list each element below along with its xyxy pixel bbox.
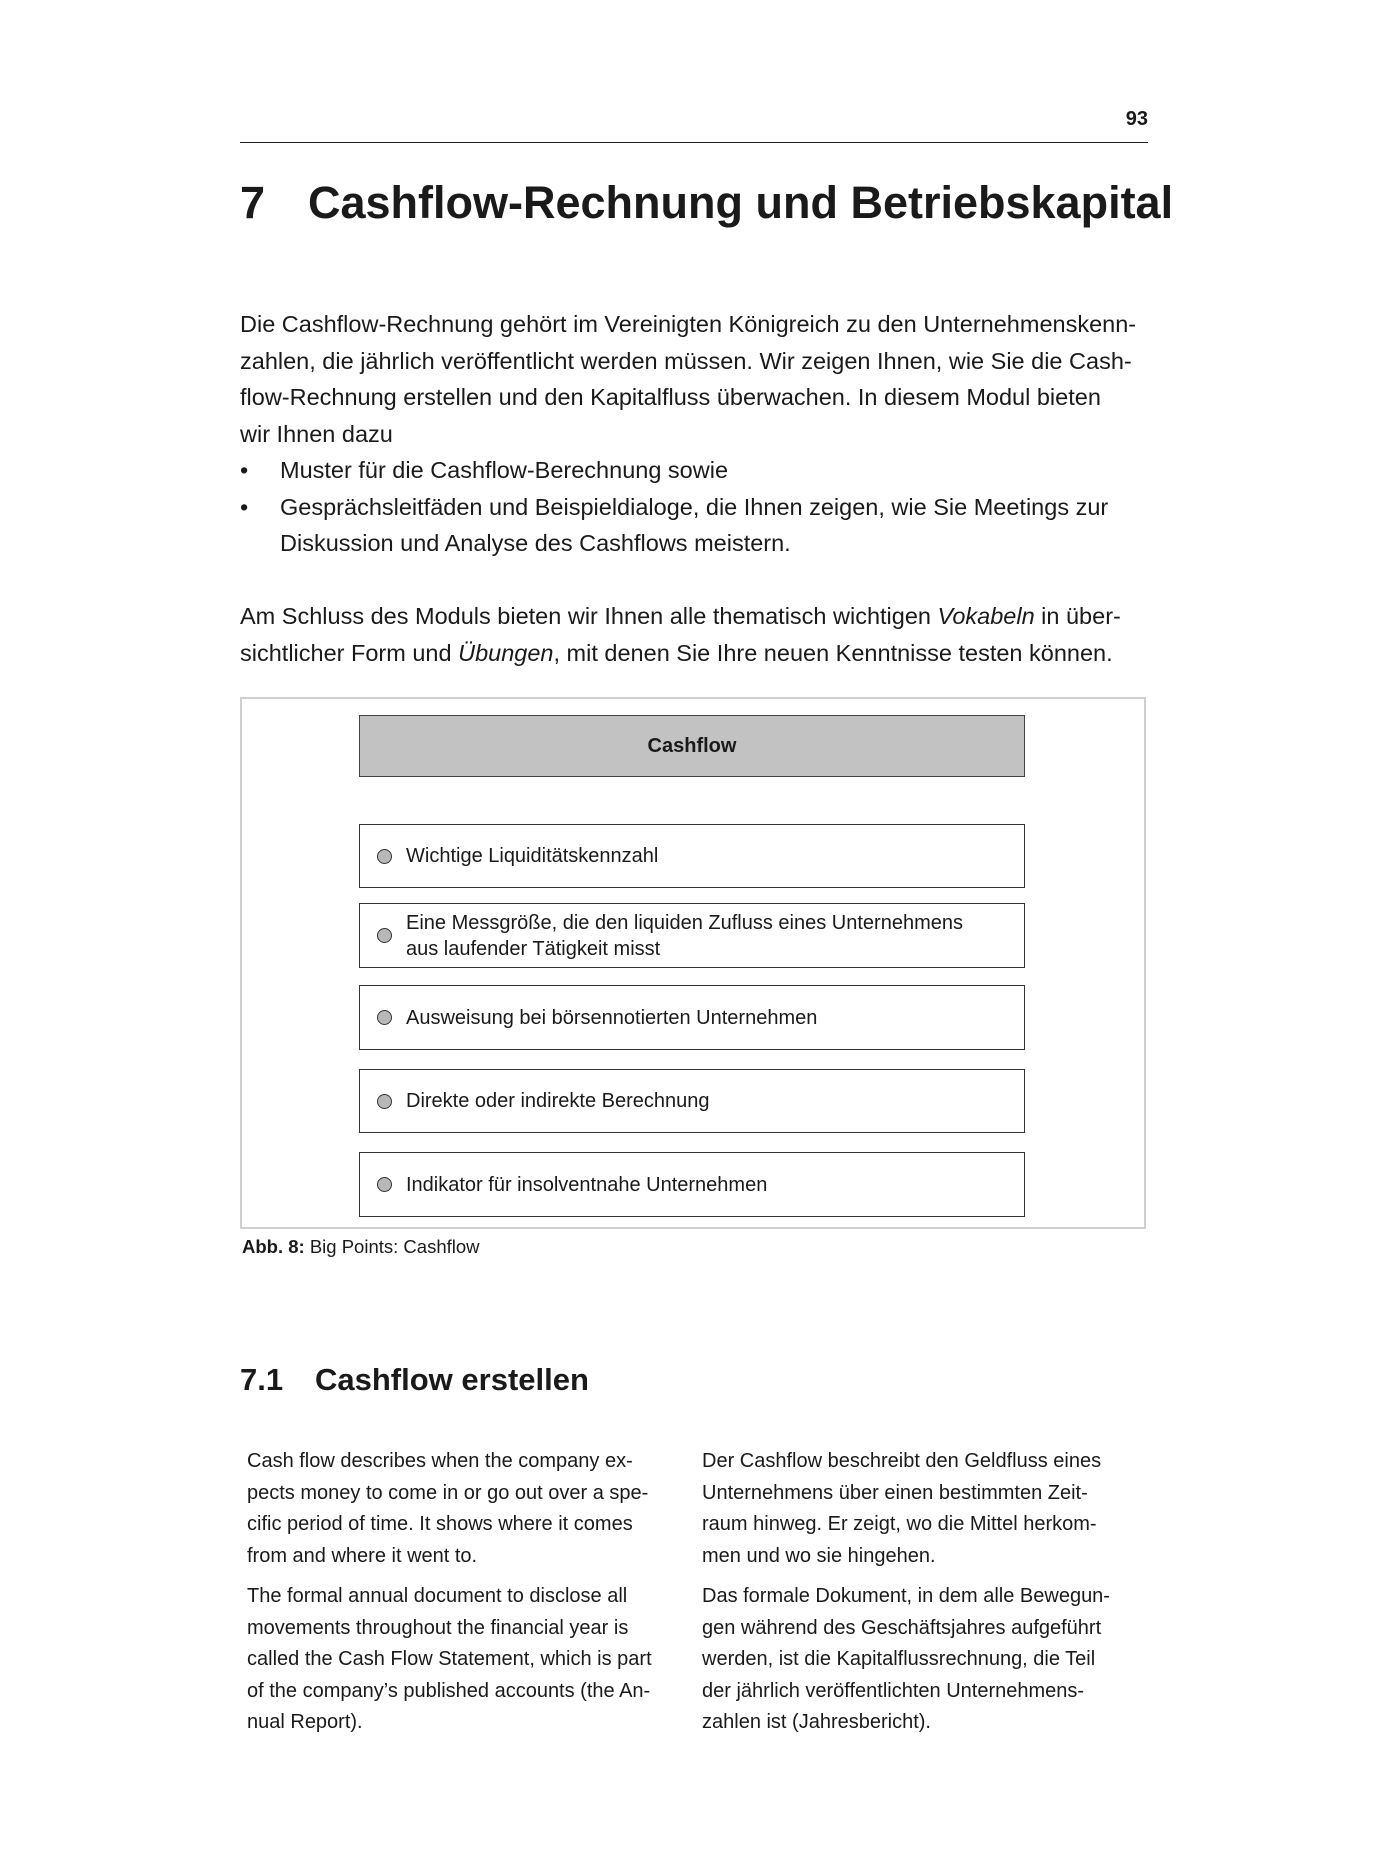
bullet-icon: • bbox=[240, 457, 249, 483]
figure-item bbox=[359, 824, 1025, 888]
circle-bullet-icon bbox=[377, 1177, 392, 1192]
chapter-title-text: Cashflow-Rechnung und Betriebskapital bbox=[308, 177, 1174, 228]
figure-item-text: Ausweisung bei börsennotierten Unternehmen bbox=[406, 1006, 818, 1029]
figure-caption bbox=[242, 1235, 480, 1259]
german-paragraph: Das formale Dokument, in dem alle Bewegun- gen während des Geschäftsjahres aufgeführt werden, ist die Kapitalflussrechnung, die Teil der jährlich veröffentlichten Unternehmens- zahlen ist (Jahresbericht). bbox=[702, 1585, 1110, 1733]
bullet-text: Muster für die Cashflow-Berechnung sowie bbox=[280, 457, 729, 483]
english-column bbox=[247, 1446, 679, 1748]
page-number: 93 bbox=[1125, 108, 1148, 130]
caption-text: Big Points: Cashflow bbox=[304, 1236, 480, 1257]
bullet-item bbox=[240, 452, 1148, 489]
section-number: 7.1 bbox=[240, 1362, 284, 1397]
figure-header-box bbox=[359, 715, 1025, 777]
german-paragraph: Der Cashflow beschreibt den Geldfluss eines Unternehmens über einen bestimmten Zeit- raum hinweg. Er zeigt, wo die Mittel herkom- men und wo sie hingehen. bbox=[702, 1450, 1102, 1567]
figure-item bbox=[359, 903, 1025, 968]
bullet-icon: • bbox=[240, 493, 249, 520]
figure-item bbox=[359, 1152, 1025, 1217]
figure-item-text: Wichtige Liquiditätskennzahl bbox=[406, 845, 659, 867]
german-column bbox=[702, 1446, 1134, 1748]
outro-text: , mit denen Sie Ihre neuen Kenntnisse testen können. bbox=[553, 639, 1113, 666]
english-paragraph: Cash flow describes when the company ex- pects money to come in or go out over a spe- cific period of time. It shows where it comes from and where it went to. bbox=[247, 1450, 649, 1567]
chapter-title bbox=[240, 175, 1174, 231]
section-title-text: Cashflow erstellen bbox=[315, 1362, 589, 1397]
figure-item-text: Indikator für insolventnahe Unternehmen bbox=[406, 1173, 768, 1196]
chapter-number: 7 bbox=[240, 177, 266, 228]
intro-line: flow-Rechnung erstellen und den Kapitalfluss überwachen. In diesem Modul bieten bbox=[240, 384, 1101, 410]
figure-item-text: Eine Messgröße, die den liquiden Zufluss eines Unternehmens aus laufender Tätigkeit misst bbox=[406, 911, 963, 960]
english-paragraph: The formal annual document to disclose all movements throughout the financial year is called the Cash Flow Statement, which is part of the company’s published accounts (the An- nual Report). bbox=[247, 1585, 652, 1733]
caption-label: Abb. 8: bbox=[242, 1236, 305, 1257]
intro-paragraph bbox=[240, 306, 1148, 562]
bullet-list bbox=[240, 452, 1148, 562]
bullet-text: Gesprächsleitfäden und Beispieldialoge, die Ihnen zeigen, wie Sie Meetings zur bbox=[280, 493, 1109, 520]
outro-text: in über- bbox=[1034, 603, 1121, 629]
bullet-text: Diskussion und Analyse des Cashflows meistern. bbox=[280, 530, 791, 556]
intro-line: Die Cashflow-Rechnung gehört im Vereinigten Königreich zu den Unternehmenskenn- bbox=[240, 311, 1137, 337]
outro-text: Am Schluss des Moduls bieten wir Ihnen alle thematisch wichtigen bbox=[240, 603, 938, 629]
circle-bullet-icon bbox=[377, 1094, 392, 1109]
outro-text: sichtlicher Form und bbox=[240, 639, 459, 666]
circle-bullet-icon bbox=[377, 1010, 392, 1025]
intro-line: wir Ihnen dazu bbox=[240, 420, 393, 447]
circle-bullet-icon bbox=[377, 849, 392, 864]
outro-emphasis: Vokabeln bbox=[937, 603, 1035, 629]
figure-item bbox=[359, 1069, 1025, 1133]
figure-header-label: Cashflow bbox=[647, 734, 737, 757]
section-title bbox=[240, 1360, 589, 1400]
figure-item-text: Direkte oder indirekte Berechnung bbox=[406, 1090, 710, 1112]
outro-paragraph bbox=[240, 598, 1148, 671]
figure-item bbox=[359, 985, 1025, 1050]
circle-bullet-icon bbox=[377, 928, 392, 943]
intro-line: zahlen, die jährlich veröffentlicht werden müssen. Wir zeigen Ihnen, wie Sie die Cash- bbox=[240, 347, 1132, 374]
bullet-item bbox=[240, 489, 1148, 562]
outro-emphasis: Übungen bbox=[458, 639, 554, 666]
header-rule bbox=[240, 142, 1148, 143]
